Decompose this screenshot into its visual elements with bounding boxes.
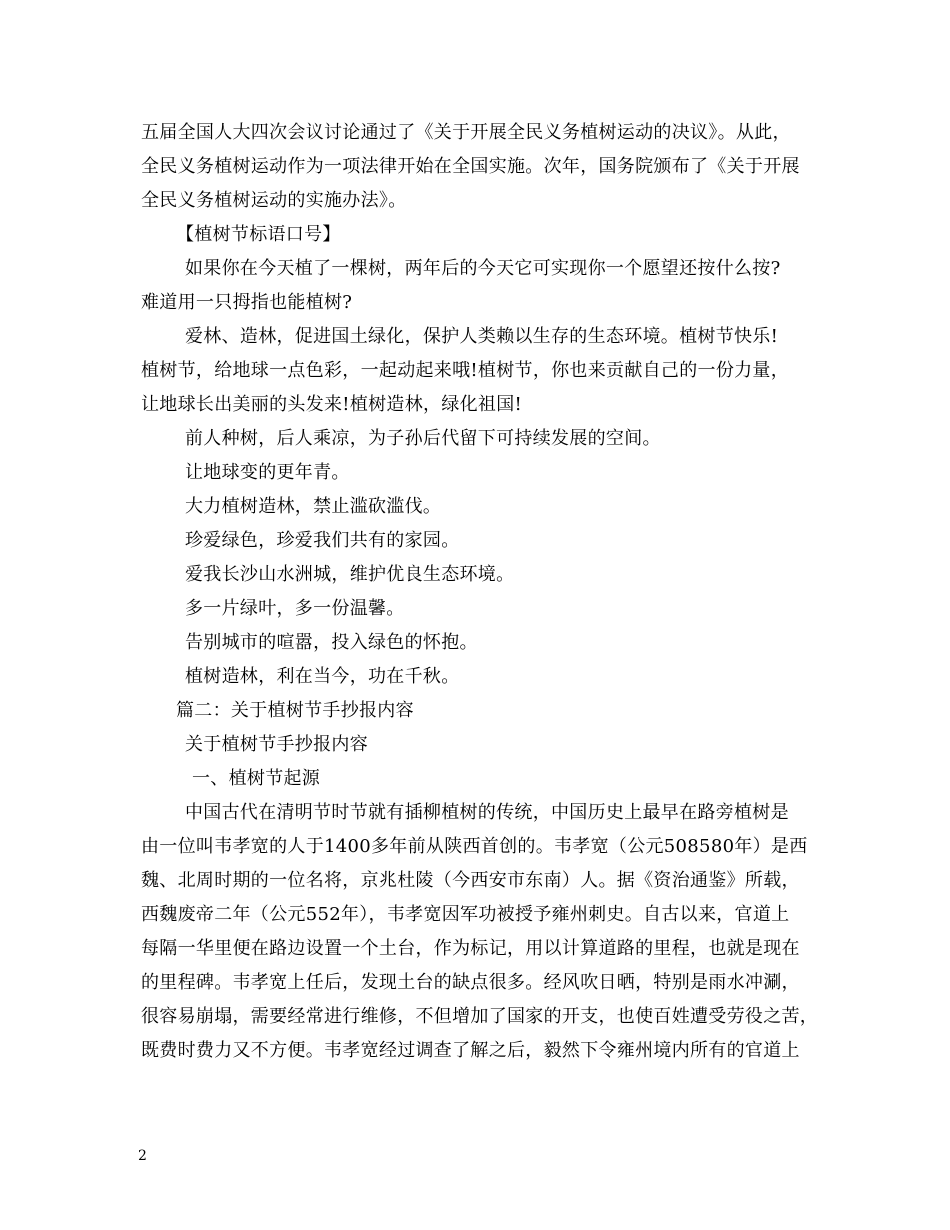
- body-text-line: 珍爱绿色，珍爱我们共有的家园。: [185, 530, 460, 551]
- body-text-line: 魏、北周时期的一位名将，京兆杜陵（今西安市东南）人。据《资治通鉴》所载，: [141, 870, 800, 891]
- body-text-line: 的里程碑。韦孝宽上任后，发现土台的缺点很多。经风吹日晒，特别是雨水冲涮，: [141, 972, 800, 993]
- body-text-line: 爱林、造林，促进国土绿化，保护人类赖以生存的生态环境。植树节快乐!: [185, 326, 779, 347]
- body-text-line: 五届全国人大四次会议讨论通过了《关于开展全民义务植树运动的决议》。从此，: [141, 122, 791, 143]
- body-text-line: 难道用一只拇指也能植树?: [141, 292, 353, 313]
- body-text-line: 让地球长出美丽的头发来!植树造林，绿化祖国!: [141, 394, 523, 415]
- section-heading: 关于植树节手抄报内容: [185, 734, 368, 755]
- body-text-line: 每隔一华里便在路边设置一个土台，作为标记，用以计算道路的里程，也就是现在: [141, 938, 800, 959]
- body-text-line: 植树造林，利在当今，功在千秋。: [185, 666, 460, 687]
- section-heading: 【植树节标语口号】: [176, 224, 341, 245]
- body-text-line: 如果你在今天植了一棵树，两年后的今天它可实现你一个愿望还按什么按?: [185, 258, 781, 279]
- body-text-line: 很容易崩塌，需要经常进行维修，不但增加了国家的开支，也使百姓遭受劳役之苦，: [141, 1006, 819, 1027]
- body-text-line: 多一片绿叶，多一份温馨。: [185, 598, 405, 619]
- body-text-line: 告别城市的喧嚣，投入绿色的怀抱。: [185, 632, 478, 653]
- section-heading: 篇二：关于植树节手抄报内容: [176, 700, 414, 721]
- body-text-line: 全民义务植树运动的实施办法》。: [141, 190, 407, 211]
- page-number: 2: [138, 1148, 147, 1164]
- body-text-line: 前人种树，后人乘凉，为子孙后代留下可持续发展的空间。: [185, 428, 661, 449]
- body-text-line: 中国古代在清明节时节就有插柳植树的传统，中国历史上最早在路旁植树是: [185, 802, 789, 823]
- body-text-line: 全民义务植树运动作为一项法律开始在全国实施。次年，国务院颁布了《关于开展: [141, 156, 800, 177]
- body-text-line: 由一位叫韦孝宽的人于1400多年前从陕西首创的。韦孝宽（公元508580年）是西: [141, 836, 808, 857]
- body-text-line: 大力植树造林，禁止滥砍滥伐。: [185, 496, 442, 517]
- body-text-line: 西魏废帝二年（公元552年），韦孝宽因军功被授予雍州刺史。自古以来，官道上: [141, 904, 790, 925]
- section-heading: 一、植树节起源: [192, 768, 321, 789]
- body-text-line: 植树节，给地球一点色彩，一起动起来哦!植树节，你也来贡献自己的一份力量，: [141, 360, 790, 381]
- body-text-line: 让地球变的更年青。: [185, 462, 350, 483]
- body-text-line: 爱我长沙山水洲城，维护优良生态环境。: [185, 564, 515, 585]
- body-text-line: 既费时费力又不方便。韦孝宽经过调查了解之后，毅然下令雍州境内所有的官道上: [141, 1040, 800, 1061]
